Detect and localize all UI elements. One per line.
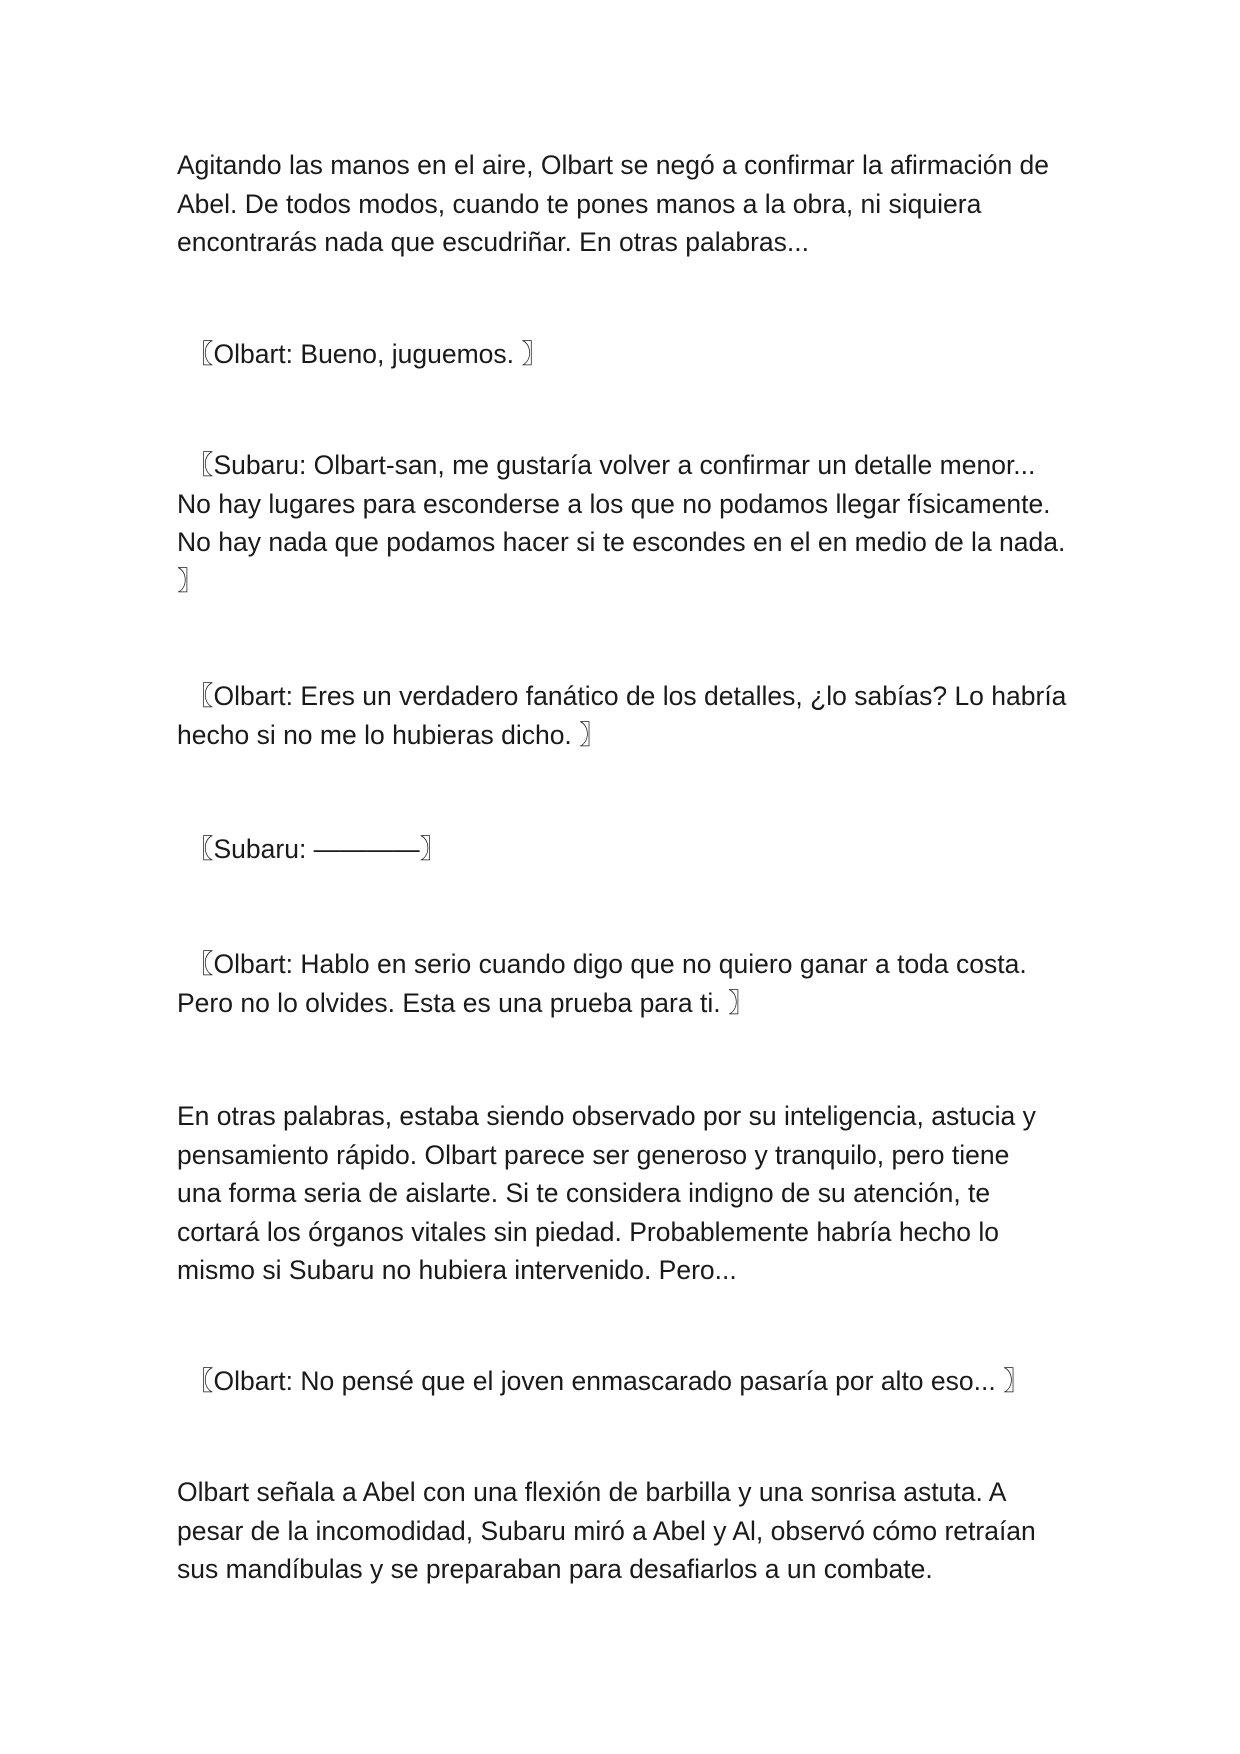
text-line: No hay lugares para esconderse a los que no podamos llegar físicamente. (177, 488, 1051, 519)
text-line: cortará los órganos vitales sin piedad. Probablemente habría hecho lo (177, 1216, 1000, 1247)
text-line: mismo si Subaru no hubiera intervenido. Pero... (177, 1255, 737, 1286)
text-line: encontrarás nada que escudriñar. En otras palabras... (177, 227, 809, 258)
paragraph-narration-2 (177, 1097, 1077, 1290)
text-line: Agitando las manos en el aire, Olbart se negó a confirmar la afirmación de (177, 150, 1050, 180)
text-line: 〖Olbart: Eres un verdadero fanático de los detalles, ¿lo sabías? Lo habría (187, 681, 1067, 711)
text-line: 〗 (177, 565, 204, 596)
text-line: 〖Olbart: No pensé que el joven enmascarado pasaría por alto eso... 〗 (187, 1366, 1030, 1396)
text-line: No hay nada que podamos hacer si te escondes en el en medio de la nada. (177, 527, 1066, 558)
text-line: En otras palabras, estaba siendo observado por su inteligencia, astucia y (177, 1101, 1036, 1131)
dialogue-olbart-2 (177, 677, 1077, 754)
text-line: sus mandíbulas y se preparaban para desafiarlos a un combate. (177, 1554, 933, 1585)
text-line: hecho si no me lo hubieras dicho. 〗 (177, 719, 606, 750)
dialogue-olbart-4 (187, 1362, 1087, 1401)
text-line: pesar de la incomodidad, Subaru miró a Abel y Al, observó cómo retraían (177, 1515, 1036, 1546)
dialogue-subaru-2 (187, 830, 1087, 869)
dialogue-olbart-1 (187, 335, 1087, 374)
text-line: Pero no lo olvides. Esta es una prueba para ti. 〗 (177, 987, 755, 1018)
text-line: Abel. De todos modos, cuando te pones manos a la obra, ni siquiera (177, 188, 982, 219)
text-line: 〖Subaru: Olbart-san, me gustaría volver a confirmar un detalle menor... (187, 450, 1036, 480)
text-line: 〖Subaru: ————〗 (187, 834, 447, 864)
text-line: Olbart señala a Abel con una flexión de barbilla y una sonrisa astuta. A (177, 1477, 1007, 1507)
text-line: 〖Olbart: Hablo en serio cuando digo que no quiero ganar a toda costa. (187, 949, 1027, 979)
dialogue-olbart-3 (177, 945, 1077, 1022)
paragraph-narration-1 (177, 146, 1077, 262)
text-line: pensamiento rápido. Olbart parece ser generoso y tranquilo, pero tiene (177, 1139, 1010, 1170)
text-line: una forma seria de aislarte. Si te considera indigno de su atención, te (177, 1178, 991, 1209)
paragraph-narration-3 (177, 1473, 1077, 1589)
text-line: 〖Olbart: Bueno, juguemos. 〗 (187, 339, 548, 369)
dialogue-subaru-1 (177, 446, 1077, 600)
